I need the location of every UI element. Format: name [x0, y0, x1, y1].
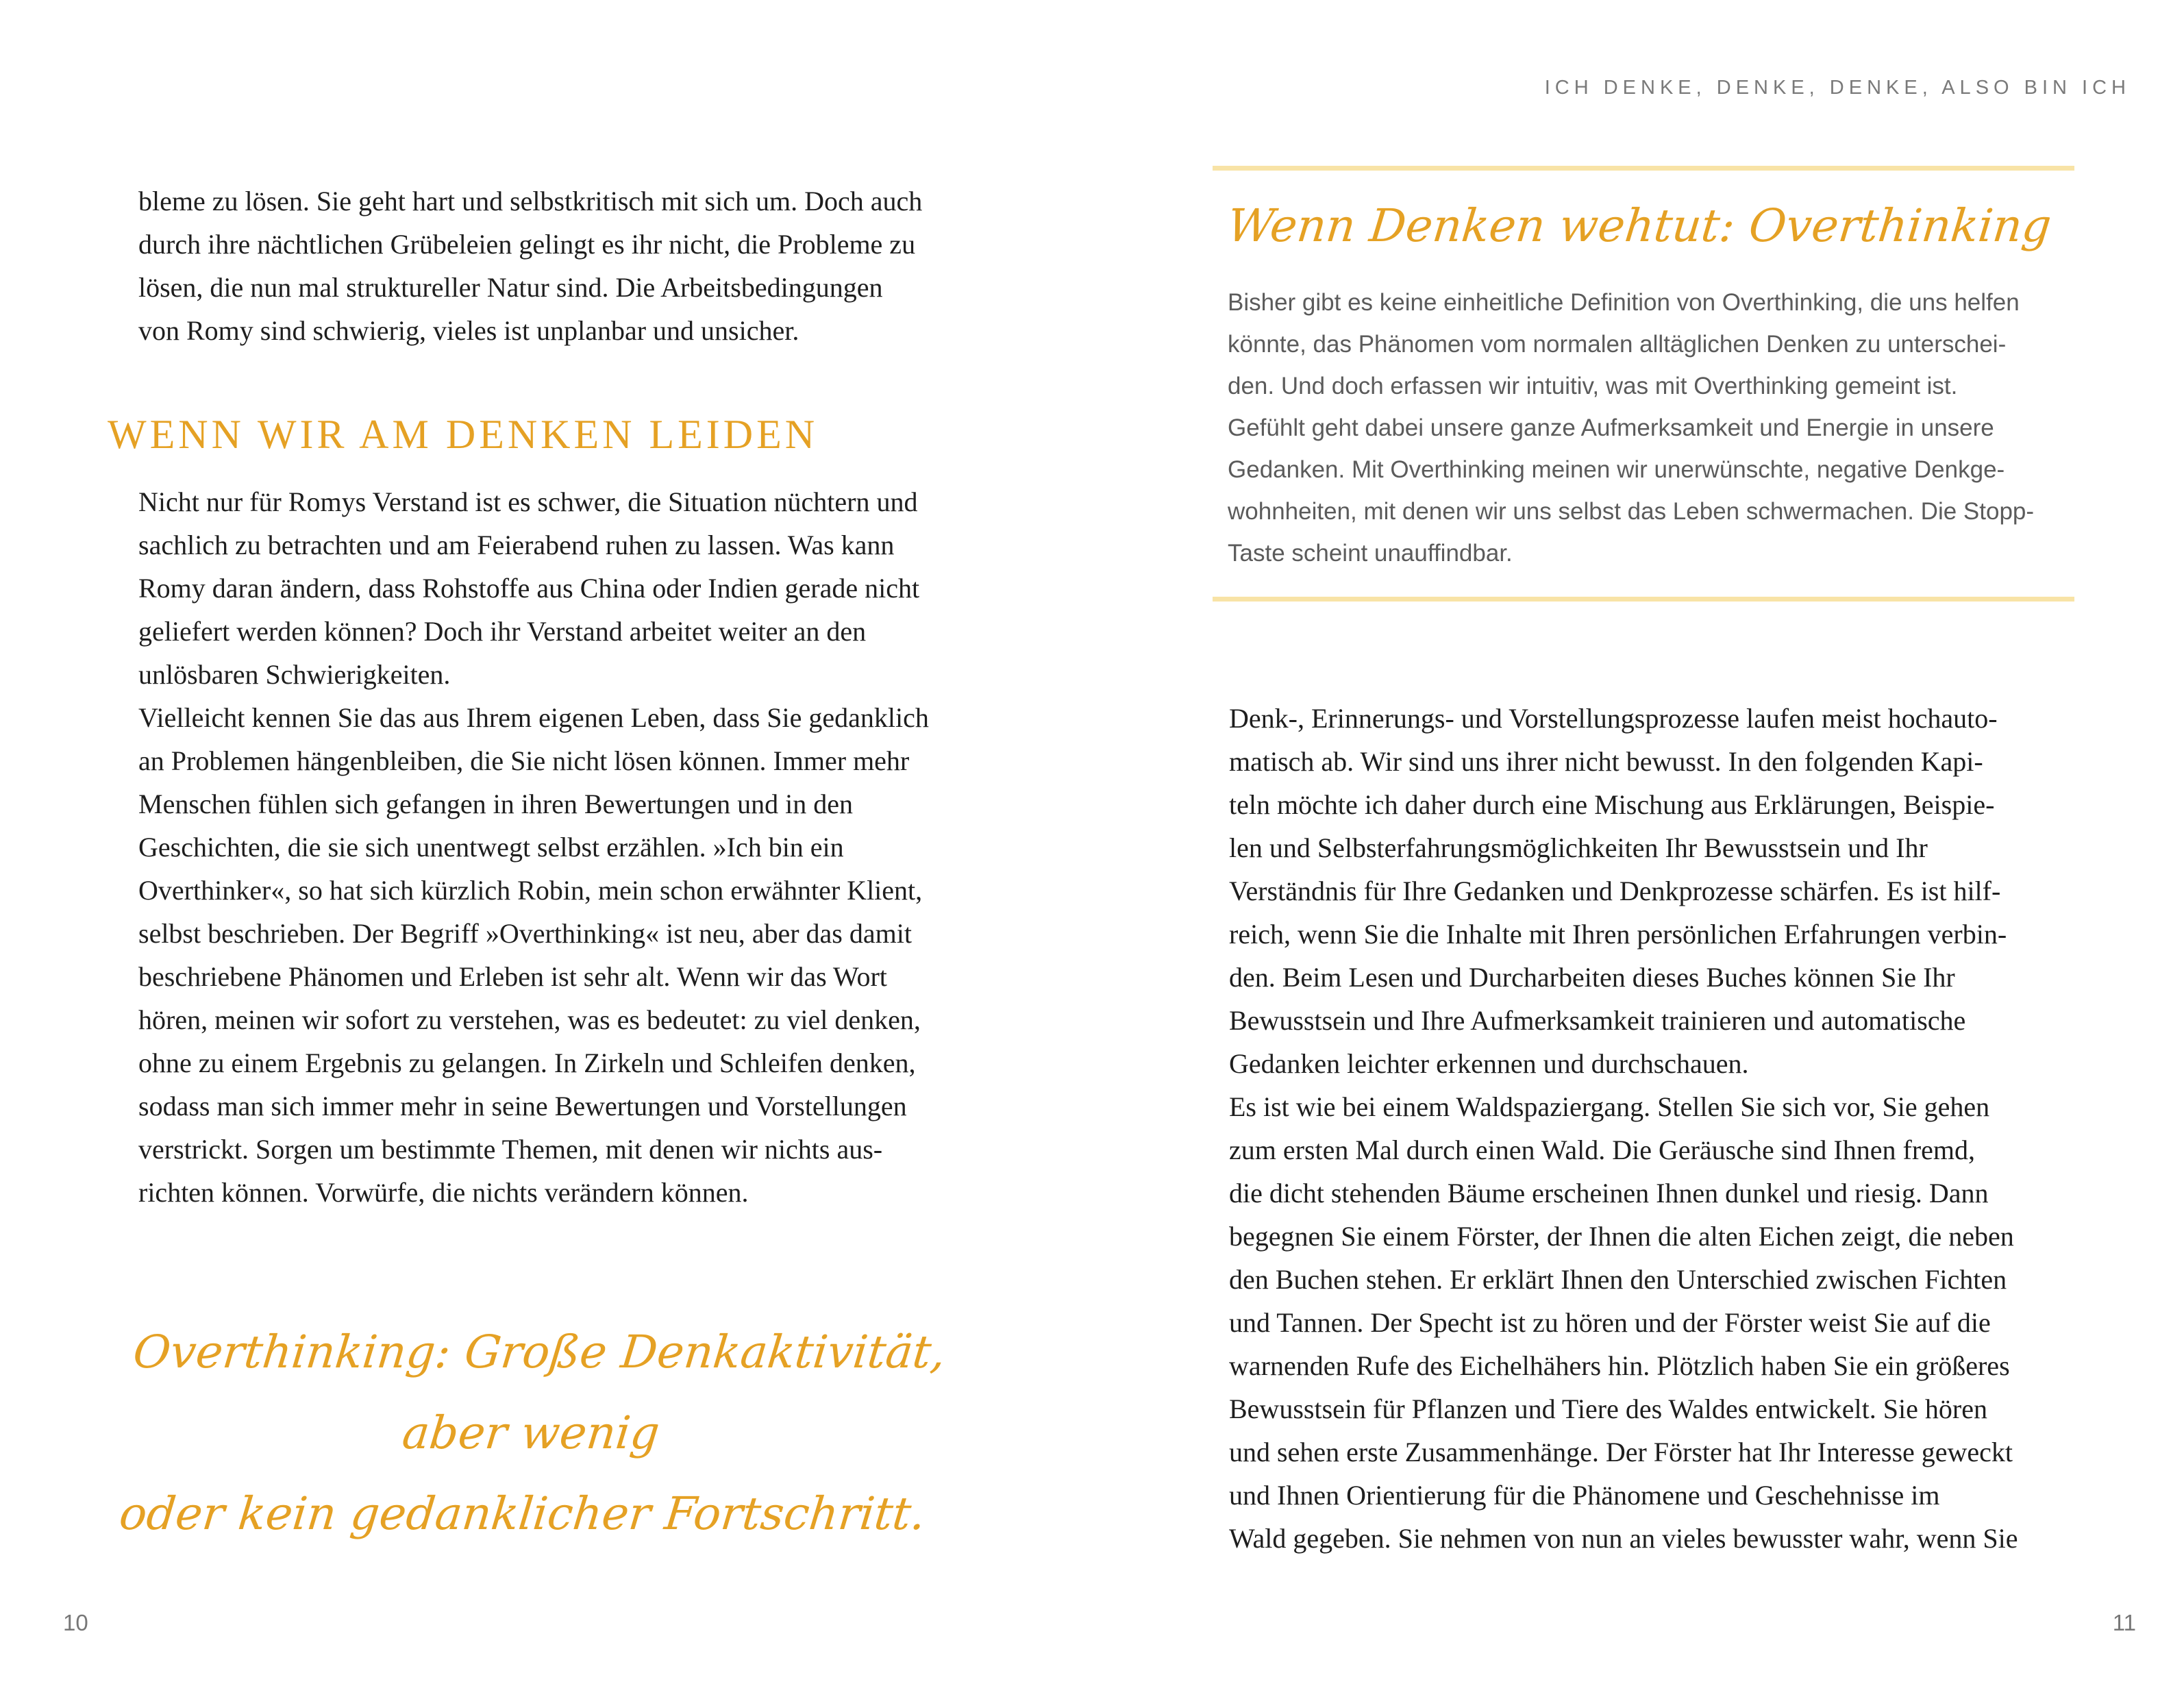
right-body-text: [1229, 697, 2113, 1560]
right-paragraph-2: Es ist wie bei einem Waldspaziergang. Stellen Sie sich vor, Sie gehen zum ersten Mal durch einen Wald. Die Geräusche sind Ihnen fremd, die dicht stehenden Bäume erscheinen Ihnen dunkel und riesig. Dann begegnen Sie einem Förster, der Ihnen die alten Eichen zeigt, die neben den Buchen stehen. Er erklärt Ihnen den Unterschied zwischen Fichten und Tannen. Der Specht ist zu hören und der Förster weist Sie auf die warnenden Rufe des Eichelhähers hin. Plötzlich haben Sie ein größeres Bewusstsein für Pflanzen und Tiere des Waldes entwickelt. Sie hören und sehen erste Zusammenhänge. Der Förster hat Ihr Interesse geweckt und Ihnen Orientierung für die Phänomene und Geschehnisse im Wald gegeben. Sie nehmen von nun an vieles bewusster wahr, wenn Sie: [1229, 1091, 2018, 1554]
left-body-text: [138, 480, 1029, 1214]
info-box-text: Bisher gibt es keine einheitliche Definition von Overthinking, die uns helfen könnte, das Phänomen vom normalen alltäglichen Denken zu unterschei- den. Und doch erfassen wir intuitiv, was mit Overthinking gemeint ist. Gefühlt geht dabei unsere ganze Aufmerksamkeit und Energie in unsere Gedanken. Mit Overthinking meinen wir unerwünschte, negative Denkge- wohnheiten, mit denen wir uns selbst das Leben schwermachen. Die Stopp- Taste scheint unauffindbar.: [1228, 289, 2035, 567]
page-number-right: 11: [2112, 1610, 2136, 1635]
right-paragraph-1: Denk-, Erinnerungs- und Vorstellungsprozesse laufen meist hochauto- matisch ab. Wir sind uns ihrer nicht bewusst. In den folgenden Kapi- teln möchte ich daher durch eine Mischung aus Erklärungen, Beispie- len und Selbsterfahrungsmöglichkeiten Ihr Bewusstsein und Ihr Verständnis für Ihre Gedanken und Denkprozesse schärfen. Es ist hilf- reich, wenn Sie die Inhalte mit Ihren persönlichen Erfahrungen verbin- den. Beim Lesen und Durcharbeiten dieses Buches können Sie Ihr Bewusstsein und Ihre Aufmerksamkeit trainieren und automatische Gedanken leichter erkennen und durchschauen.: [1229, 703, 2007, 1079]
right-page: [1092, 0, 2184, 1699]
intro-paragraph: bleme zu lösen. Sie geht hart und selbstkritisch mit sich um. Doch auch durch ihre nächtlichen Grübeleien gelingt es ihr nicht, die Probleme zu lösen, die nun mal struktureller Natur sind. Die Arbeitsbedingungen von Romy sind schwierig, vieles ist unplanbar und unsicher.: [138, 186, 923, 346]
left-paragraph-2: Vielleicht kennen Sie das aus Ihrem eigenen Leben, dass Sie gedanklich an Problemen hängenbleiben, die Sie nicht lösen können. Immer mehr Menschen fühlen sich gefangen in ihren Bewertungen und in den Geschichten, die sie sich unentwegt selbst erzählen. »Ich bin ein Overthinker«, so hat sich kürzlich Robin, mein schon erwähnter Klient, selbst beschrieben. Der Begriff »Overthinking« ist neu, aber das damit beschriebene Phänomen und Erleben ist sehr alt. Wenn wir das Wort hören, meinen wir sofort zu verstehen, was es bedeutet: zu viel denken, ohne zu einem Ergebnis zu gelangen. In Zirkeln und Schleifen denken, sodass man sich immer mehr in seine Bewertungen und Vorstellungen verstrickt. Sorgen um bestimmte Themen, mit denen wir nichts aus- richten können. Vorwürfe, die nichts verändern können.: [138, 702, 929, 1208]
pull-quote: Overthinking: Große Denkaktivität, aber wenig oder kein gedanklicher Fortschritt.: [116, 1326, 949, 1540]
page-number-left: 10: [63, 1610, 88, 1635]
info-box: [1213, 166, 2074, 602]
section-heading: WENN WIR AM DENKEN LEIDEN: [108, 412, 819, 457]
left-intro-text: [138, 179, 1002, 352]
left-paragraph-1: Nicht nur für Romys Verstand ist es schwer, die Situation nüchtern und sachlich zu betrachten und am Feierabend ruhen zu lassen. Was kann Romy daran ändern, dass Rohstoffe aus China oder Indien gerade nicht geliefert werden können? Doch ihr Verstand arbeitet weiter an den unlösbaren Schwierigkeiten.: [138, 486, 920, 690]
running-header: ICH DENKE, DENKE, DENKE, ALSO BIN ICH: [1544, 77, 2131, 99]
info-box-title: Wenn Denken wehtut: Overthinking: [1224, 199, 2054, 252]
